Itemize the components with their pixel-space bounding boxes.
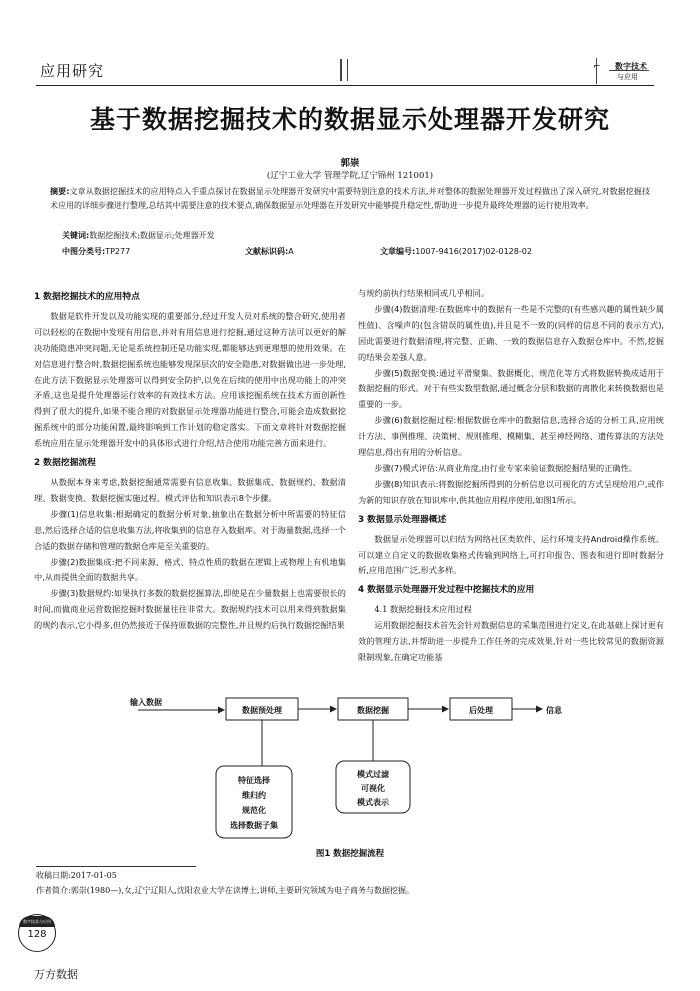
section-heading: 3 数据显示处理器概述	[358, 514, 447, 525]
paragraph: 与规约前执行结果相同或几乎相同。	[358, 288, 490, 298]
journal-logo	[593, 58, 657, 84]
figure-data-mining-flow	[130, 686, 570, 856]
fig-input-label: 输入数据	[130, 698, 162, 707]
paragraph: 步骤(6)数据挖掘过程:根据数据仓库中的数据信息,选择合适的分析工具,应用统计方法、事例推理、决策树、规则推理、模糊集、甚至神经网络、遗传算法的方法处理信息,得出有用的分析信息。	[358, 415, 664, 458]
paragraph: 步骤(7)模式评估:从商业角度,由行业专家来验证数据挖掘结果的正确性。	[374, 462, 637, 473]
fig-box-preprocess-label: 数据预处理	[242, 706, 282, 715]
journal-title: 数字技术	[615, 62, 647, 71]
journal-logo-mark-icon: ⌐	[593, 62, 601, 72]
journal-subtitle: 与应用	[617, 73, 638, 81]
author-name: 郭崇	[340, 158, 360, 169]
paragraph: 步骤(1)信息收集:根据确定的数据分析对象,抽象出在数据分析中所需要的特征信息,然后选择合适的信息收集方法,将收集到的信息存入数据库。对于海量数据,选择一个合适的数据存储和管理的数据仓库是至关重要的。	[34, 508, 346, 551]
badge-journal-name: 数字技术与应用	[19, 916, 55, 927]
footnote-rule	[36, 866, 196, 867]
article-number: 文章编号:1007-9416(2017)02-0128-02	[380, 247, 532, 256]
paragraph: 运用数据挖掘技术首先会针对数据信息的采集范围进行定义,在此基础上探讨更有效的管理方法,并帮助进一步提升工作任务的完成效果,针对一些比较常见的数据资源限制现象,在确定功能基	[358, 620, 664, 662]
fig-preprocess-item: 维归约	[242, 791, 266, 800]
paragraph: 步骤(8)知识表示:将数据挖掘所得到的分析信息以可视化的方式呈现给用户,或作为新的知识存放在知识库中,供其他应用程序使用,如图1所示。	[358, 478, 664, 505]
document-code: 文献标识码:A	[245, 247, 294, 256]
fig-output-label: 信息	[546, 706, 562, 715]
received-date: 收稿日期:2017-01-05	[36, 871, 117, 880]
paragraph: 步骤(5)数据变换:通过平滑聚集、数据概化、规范化等方式将数据转换成适用于数据挖掘的形式。对于有些实数型数据,通过概念分层和数据的离散化来转换数据也是重要的一步。	[358, 367, 664, 410]
section-label: 应用研究	[40, 62, 105, 80]
abstract-text: 文章从数据挖掘技术的应用特点入手重点探讨在数据显示处理器开发研究中需要特别注意的技术方法,并对整体的数据处理器开发过程做出了深入研究,对数据挖掘技术应用的详细步骤进行整理,总结其中需要注意的技术要点,确保数据显示处理器在开发研究中能够提升稳定性,帮助进一步提升最终处理器的运行使用效率。	[50, 187, 650, 210]
fig-box-postprocess-label: 后处理	[469, 706, 493, 715]
fig-postprocess-item: 可视化	[361, 784, 385, 793]
figure-caption: 图1 数据挖掘流程	[315, 849, 385, 859]
author-affiliation: (辽宁工业大学 管理学院,辽宁锦州 121001)	[266, 171, 434, 181]
fig-preprocess-item: 特征选择	[238, 776, 270, 785]
body-right-column	[358, 286, 664, 666]
paragraph: 数据显示处理器可以归结为网络社区类软件、运行环境支持Android操作系统。可以建立自定义的数据收集格式传输到网络上,可打印报告、图表和进行即时数据分析,应用范围广泛,形式多样。	[358, 533, 664, 576]
subsection-heading: 4.1 数据挖掘技术应用过程	[374, 604, 472, 615]
fig-postprocess-item: 模式过滤	[357, 770, 389, 779]
paragraph: 步骤(2)数据集成:把不同来源、格式、特点性质的数据在逻辑上或物理上有机地集中,从而提供全面的数据共享。	[34, 556, 346, 583]
section-heading: 1 数据挖掘技术的应用特点	[34, 292, 140, 302]
abstract-label: 摘要:	[50, 187, 70, 196]
page-number-badge	[18, 914, 56, 952]
header-rule	[36, 85, 654, 86]
watermark: 万方数据	[34, 968, 78, 981]
keywords-text: 数据挖掘技术;数据显示;处理器开发	[89, 231, 215, 240]
keywords-label: 关键词:	[62, 231, 90, 240]
header-decoration	[340, 59, 353, 85]
paragraph: 步骤(3)数据规约:如果执行多数的数据挖掘算法,即使是在少量数据上也需要很长的时间,而做商业运营数据挖掘时数据量往往非常大。数据规约技术可以用来得到数据集的规约表示,它小得多,但仍然接近于保持原数据的完整性,并且规约后执行数据挖掘结果	[34, 588, 346, 631]
page-number: 128	[27, 929, 47, 940]
paragraph: 数据是软件开发以及功能实现的重要部分,经过开发人员对系统的整合研究,使用者可以轻松的在数据中发现有用信息,并对有用信息进行挖掘,通过这种方法可以更好的解决功能隐患冲突问题,无论是系统控制还是功能实现,都能够达到更理想的使用效果。在对信息进行整合时,数据挖掘系统也能够发现深层次的安全隐患,对数据做出进一步处理,在此方法下数据显示处理器可以得到安全防护,以免在后续的使用中出现功能上的冲突矛盾,这也是提升处理器运行效率的有效技术方法。应用该挖掘系统在技术方面创新性得到了很大的提升,如果不能合理的对数据显示处理器功能进行整合,可能会造成数据挖掘系统中的部分功能闲置,最终影响到工作计划的稳定落实。下面文章将针对数据挖掘系统应用在显示处理器开发中的具体形式进行介绍,结合使用功能完善方面来进行。	[34, 310, 346, 449]
abstract	[50, 185, 650, 213]
keywords	[62, 230, 215, 241]
section-heading: 4 数据显示处理器开发过程中挖掘技术的应用	[358, 585, 535, 596]
author-bio: 作者简介:郭崇(1980—),女,辽宁辽阳人,沈阳农业大学在读博士,讲师,主要研究领域为电子商务与数据挖掘。	[36, 886, 415, 895]
fig-preprocess-item: 规范化	[242, 806, 266, 815]
body-left-column	[34, 286, 346, 634]
clc-number: 中图分类号:TP277	[62, 247, 131, 256]
paragraph: 步骤(4)数据清理:在数据库中的数据有一些是不完整的(有些感兴趣的属性缺少属性值)、含噪声的(包含错误的属性值),并且是不一致的(同样的信息不同的表示方式),因此需要进行数据清理,将完整、正确、一致的数据信息存入数据仓库中。不然,挖掘的结果会差强人意。	[358, 303, 664, 362]
article-title: 基于数据挖掘技术的数据显示处理器开发研究	[89, 105, 610, 134]
section-heading: 2 数据挖掘流程	[34, 458, 96, 469]
fig-postprocess-item: 模式表示	[357, 798, 389, 807]
fig-box-mining-label: 数据挖掘	[357, 706, 389, 715]
fig-preprocess-item: 选择数据子集	[230, 821, 278, 830]
paragraph: 从数据本身来考虑,数据挖掘通常需要有信息收集、数据集成、数据规约、数据清理、数据变换、数据挖掘实施过程、模式评估和知识表示8个步骤。	[34, 476, 346, 503]
